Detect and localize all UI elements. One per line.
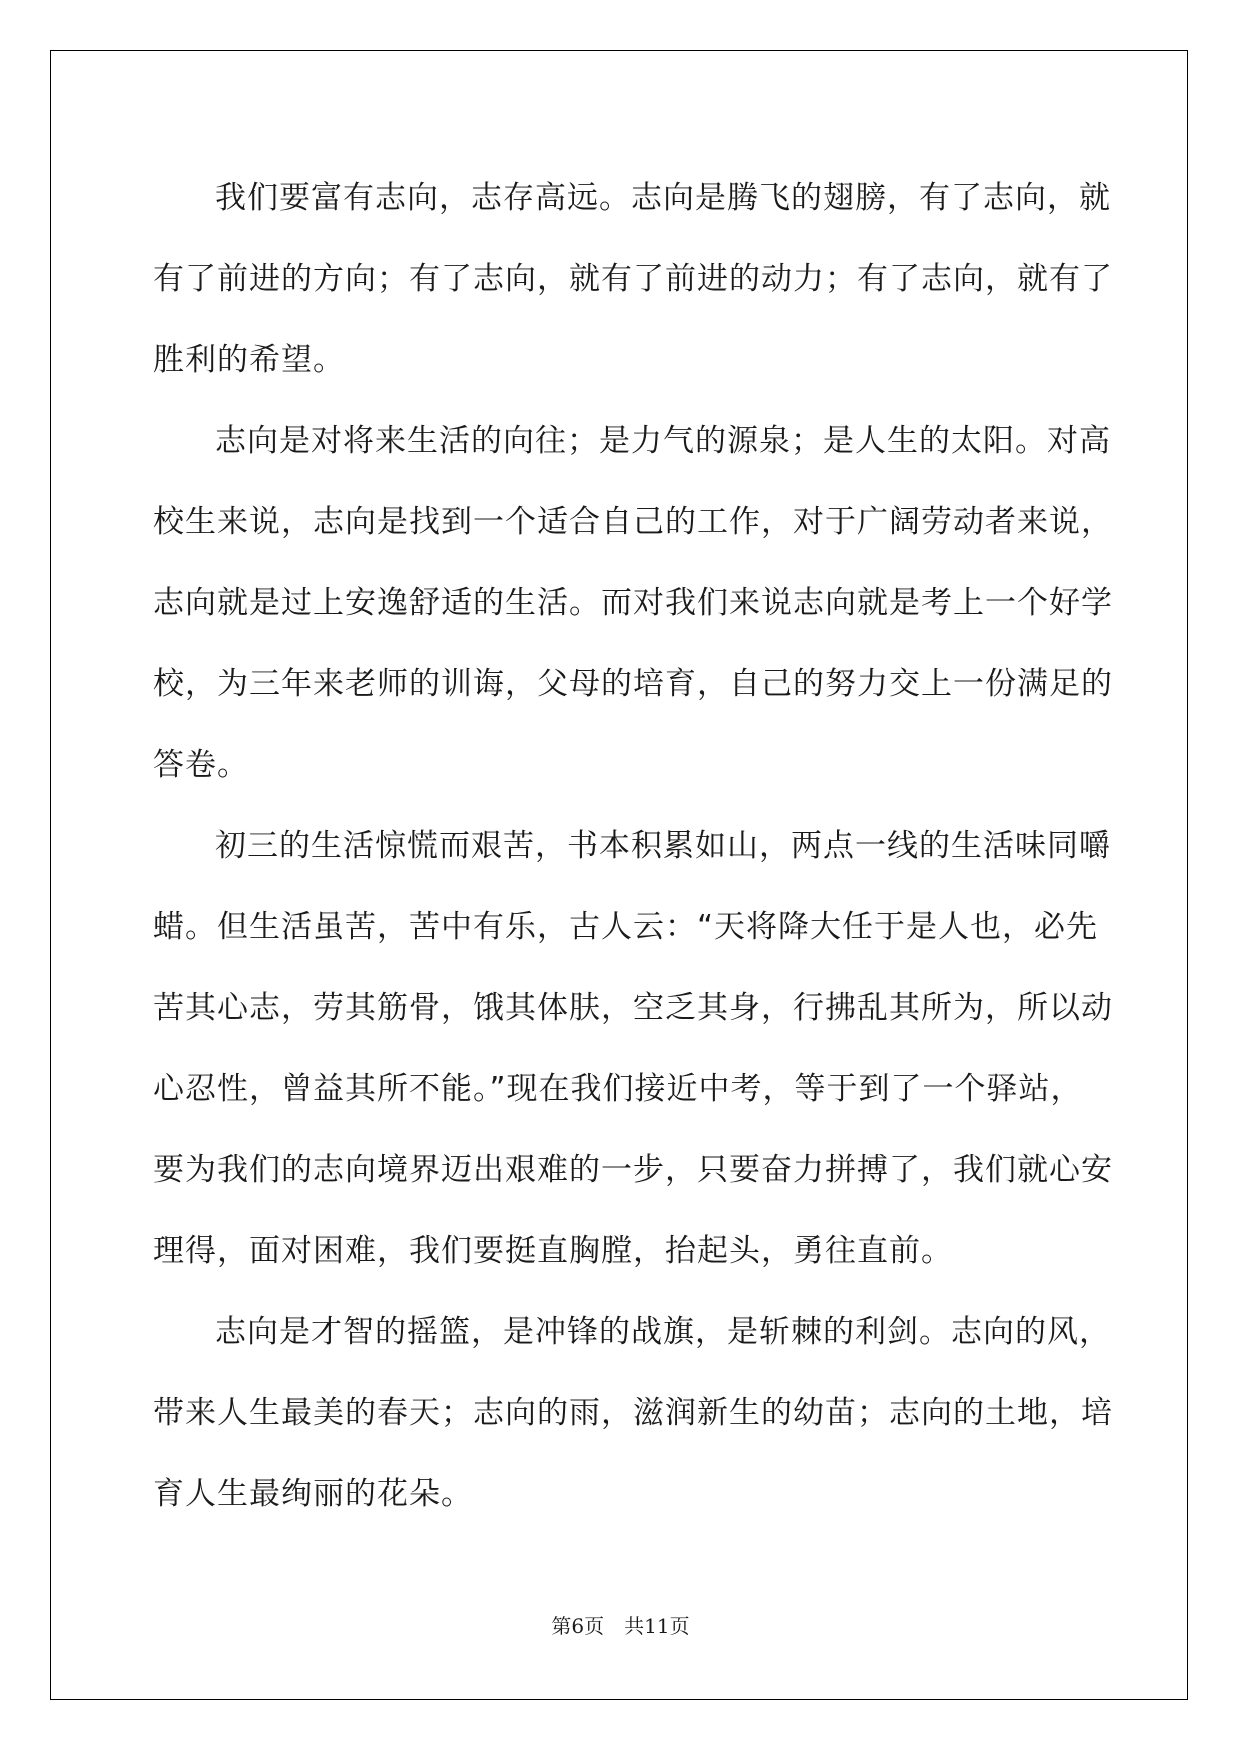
text-line: 志向就是过上安逸舒适的生活。而对我们来说志向就是考上一个好学 bbox=[153, 585, 1113, 621]
text-line: 要为我们的志向境界迈出艰难的一步，只要奋力拼搏了，我们就心安 bbox=[153, 1152, 1113, 1188]
paragraph bbox=[153, 806, 1113, 1292]
text-line: 志向是对将来生活的向往；是力气的源泉；是人生的太阳。对高 bbox=[215, 423, 1111, 459]
text-line: 有了前进的方向；有了志向，就有了前进的动力；有了志向，就有了 bbox=[153, 261, 1113, 297]
page-number-text: 第6页 共11页 bbox=[551, 1614, 690, 1638]
text-line: 答卷。 bbox=[153, 747, 249, 783]
text-line: 胜利的希望。 bbox=[153, 342, 345, 378]
text-line: 苦其心志，劳其筋骨，饿其体肤，空乏其身，行拂乱其所为，所以动 bbox=[153, 990, 1113, 1026]
paragraph bbox=[153, 1292, 1113, 1535]
text-line: 我们要富有志向，志存高远。志向是腾飞的翅膀，有了志向，就 bbox=[215, 180, 1111, 216]
text-line: 带来人生最美的春天；志向的雨，滋润新生的幼苗；志向的土地，培 bbox=[153, 1395, 1113, 1431]
text-line: 蜡。但生活虽苦，苦中有乐，古人云：“天将降大任于是人也，必先 bbox=[153, 909, 1099, 945]
paragraph bbox=[153, 401, 1113, 806]
page-number-footer bbox=[0, 1610, 1241, 1639]
text-line: 校，为三年来老师的训诲，父母的培育，自己的努力交上一份满足的 bbox=[153, 666, 1113, 702]
paragraph bbox=[153, 158, 1113, 401]
text-line: 校生来说，志向是找到一个适合自己的工作，对于广阔劳动者来说， bbox=[153, 504, 1113, 540]
document-body bbox=[153, 158, 1113, 1535]
text-line: 理得，面对困难，我们要挺直胸膛，抬起头，勇往直前。 bbox=[153, 1233, 953, 1269]
text-line: 育人生最绚丽的花朵。 bbox=[153, 1476, 473, 1512]
text-line: 心忍性，曾益其所不能。”现在我们接近中考，等于到了一个驿站， bbox=[153, 1071, 1083, 1107]
text-line: 志向是才智的摇篮，是冲锋的战旗，是斩棘的利剑。志向的风， bbox=[215, 1314, 1111, 1350]
text-line: 初三的生活惊慌而艰苦，书本积累如山，两点一线的生活味同嚼 bbox=[215, 828, 1111, 864]
